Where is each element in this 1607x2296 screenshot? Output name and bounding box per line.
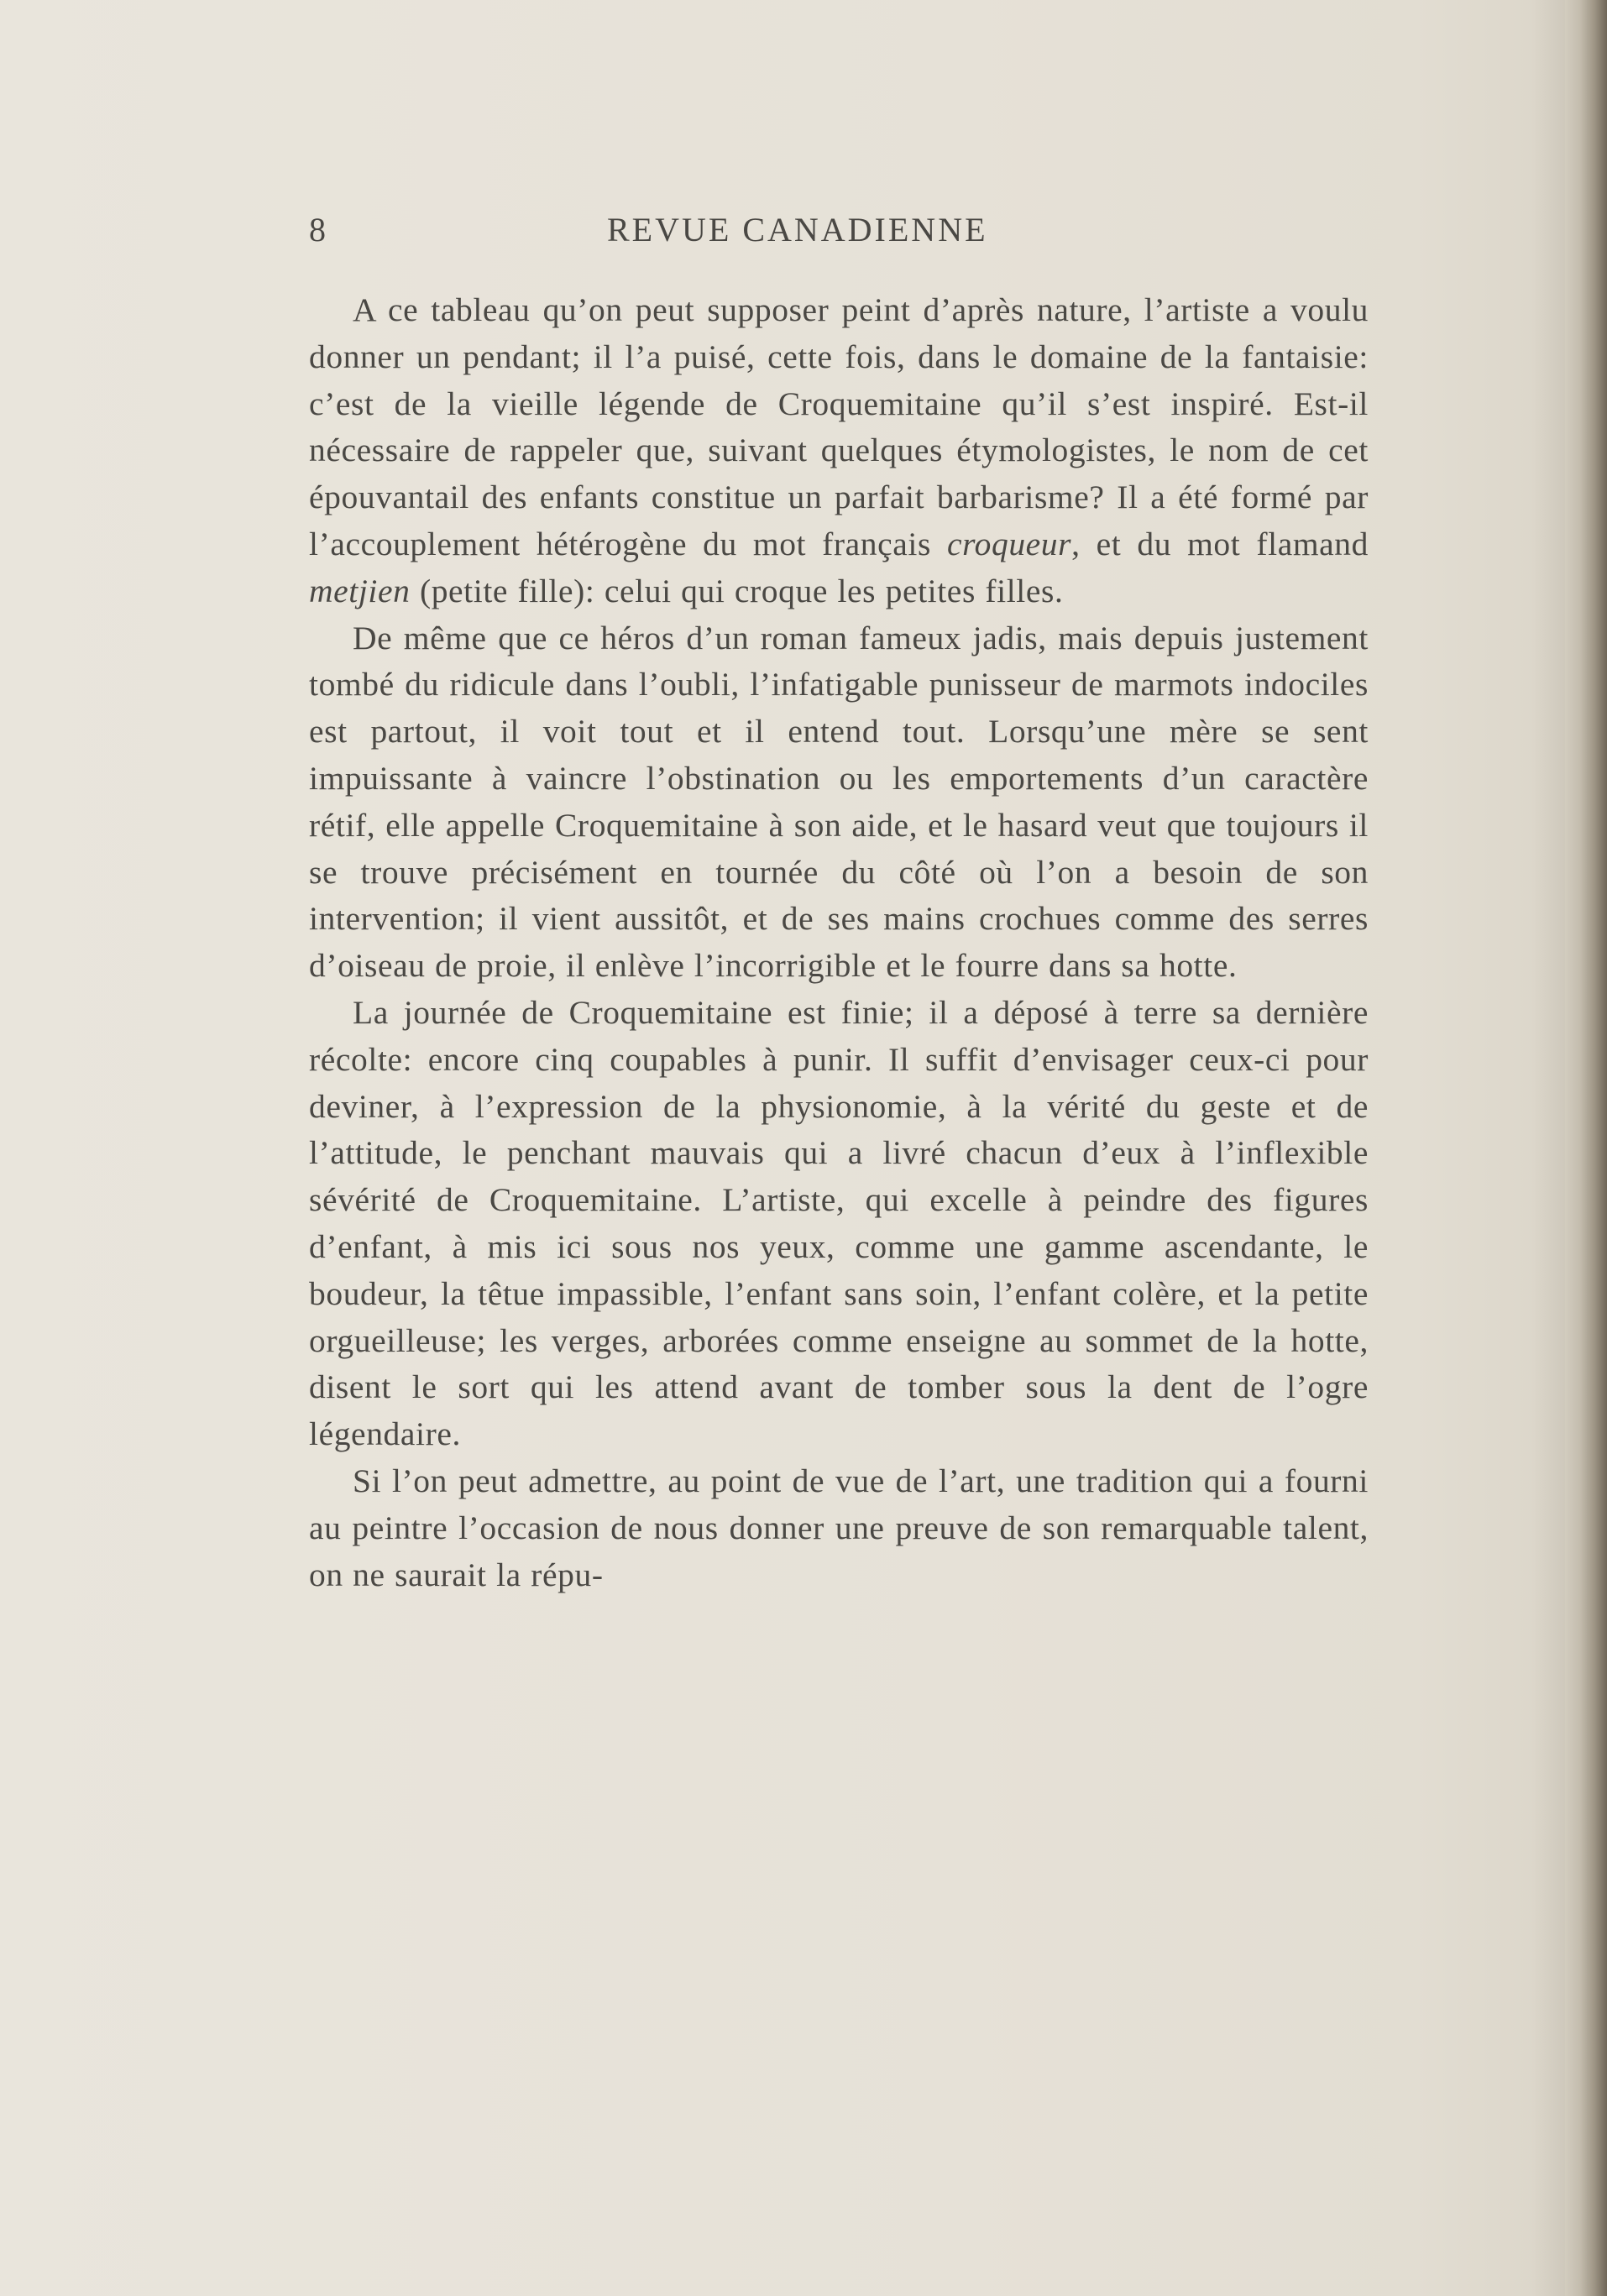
running-title: REVUE CANADIENNE bbox=[607, 211, 988, 248]
paragraph-3: La journée de Croquemitaine est finie; il a déposé à terre sa dernière récolte: encore cinq coupables à punir. Il suffit d’envisager ceux-ci pour deviner, à l’expression de la physionomie, à la vérité du geste et de l’attitude, le penchant mauvais qui a livré chacun d’eux à l’inflexible sévérité de Croquemitaine. L’artiste, qui excelle à peindre des figures d’enfant, à mis ici sous nos yeux, comme une gamme ascendante, le boudeur, la têtue impassible, l’enfant sans soin, l’enfant colère, et la petite orgueilleuse; les verges, arborées comme enseigne au sommet de la hotte, disent le sort qui les attend avant de tomber sous la dent de l’ogre légendaire. bbox=[309, 993, 1369, 1453]
gutter-shadow bbox=[1531, 0, 1565, 2296]
paragraph-1 bbox=[309, 287, 1369, 615]
body-text bbox=[309, 287, 1369, 1598]
italic-word-croqueur: croqueur bbox=[946, 525, 1072, 562]
paragraph-1-text-a: A ce tableau qu’on peut supposer peint d’après nature, l’artiste a voulu donner un pendant; il l’a puisé, cette fois, dans le domaine de la fantaisie: c’est de la vieille légende de Croquemitaine qu’il s’est inspiré. Est-il nécessaire de rappeler que, suivant quelques étymologistes, le nom de cet épouvantail des enfants constitue un parfait barbarisme? Il a été formé par l’accouplement hétérogène du mot français bbox=[309, 291, 1369, 562]
italic-word-metjien: metjien bbox=[309, 572, 411, 609]
paragraph-1-text-c: (petite fille): celui qui croque les petites filles. bbox=[410, 572, 1064, 609]
page-header bbox=[309, 210, 1367, 252]
paragraph-2: De même que ce héros d’un roman fameux jadis, mais depuis justement tombé du ridicule dans l’oubli, l’infatigable punisseur de marmots indociles est partout, il voit tout et il entend tout. Lorsqu’une mère se sent impuissante à vaincre l’obstination ou les emportements d’un caractère rétif, elle appelle Croquemitaine à son aide, et le hasard veut que toujours il se trouve précisément en tournée du côté où l’on a besoin de son intervention; il vient aussitôt, et de ses mains crochues comme des serres d’oiseau de proie, il enlève l’incorrigible et le fourre dans sa hotte. bbox=[309, 619, 1369, 985]
book-spine-edge bbox=[1565, 0, 1607, 2296]
paragraph-4: Si l’on peut admettre, au point de vue de l’art, une tradition qui a fourni au peintre l’occasion de nous donner une preuve de son remarquable talent, on ne saurait la répu- bbox=[309, 1462, 1369, 1593]
page-number: 8 bbox=[309, 211, 327, 248]
paragraph-1-text-b: , et du mot flamand bbox=[1071, 525, 1369, 562]
